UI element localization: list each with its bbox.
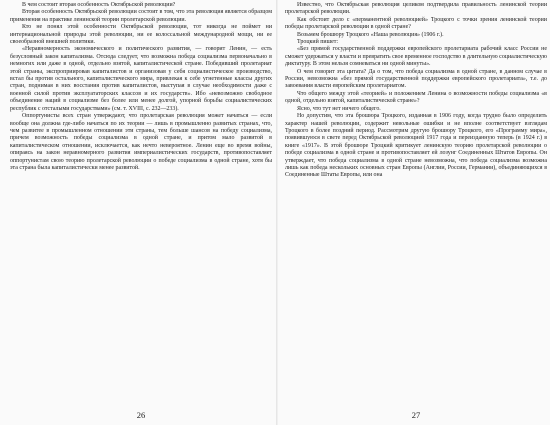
right-paragraph-9: Но допустим, что эта брошюра Троцкого, изданная в 1906 году, когда трудно было определить характер нашей революции, содержит невольные ошибки и не вполне соответствует взглядам Троцкого в более поздний период. Рассмотрим другую брошюру Троцкого, его «Программу мира», появившуюся в свете перед Октябрьской революцией 1917 года и переизданную теперь (в 1924 г.) в книге «1917». В этой брошюре Троцкий критикует ленинскую теорию пролетарской революции о победе социализма в одной стране и противопоставляет ей лозунг Соединенных Штатов Европы. Он утверждает, что победа социализма в одной стране невозможна, что победа социализма возможна лишь как победа нескольких основных стран Европы (Англии, России, Германии), объединяющихся в Соединенные Штаты Европы, или она (285, 113, 547, 179)
left-paragraph-2: Вторая особенность Октябрьской революции состоит в том, что эта революция является образцом применения на практике ленинской теории пролетарской революции. (10, 9, 272, 23)
right-page-number: 27 (411, 410, 421, 420)
right-paragraph-5: «Без прямой государственной поддержки европейского пролетариата рабочий класс России не сможет удержаться у власти и превратить свое временное господство в длительную социалистическую диктатуру. В этом нельзя сомневаться ни одной минуты». (285, 46, 547, 68)
right-paragraph-8: Ясно, что тут нет ничего общего. (297, 105, 381, 112)
left-paragraph-5: Оппортунисты всех стран утверждают, что пролетарская революция может начаться — если вообще она должна где-либо начаться по их теории — лишь в промышленно развитых странах, что, чем развитее в промышленном отношении эти страны, тем больше шансов на победу социализма, причем возможность победы социализма в одной стране, и притом мало развитой в капиталистическом отношении, исключается, как нечто невероятное. Ленин еще во время войны, опираясь на закон неравномерного развития империалистических государств, противопоставляет оппортунистам свою теорию пролетарской революции о победе социализма в одной стране, хотя бы эта страна была капиталистически менее развитой. (10, 113, 272, 171)
page-gutter (276, 0, 278, 425)
right-page (285, 2, 547, 425)
right-paragraph-7: Что общего между этой «теорией» и положением Ленина о возможности победы социализма «в одной, отдельно взятой, капиталистической стране»? (285, 90, 547, 105)
left-page (10, 2, 272, 425)
left-page-number: 26 (136, 410, 146, 420)
right-paragraph-3: Возьмем брошюру Троцкого «Наша революция» (1906 г.). (297, 31, 444, 38)
left-paragraph-4: «Неравномерность экономического и политического развития, — говорит Ленин, — есть безусловный закон капитализма. Отсюда следует, что возможна победа социализма первоначально в немногих или даже в одной, отдельно взятой, капиталистической стране. Победивший пролетариат этой страны, экспроприировав капиталистов и организовав у себя социалистическое производство, встал бы против остального, капиталистического мира, привлекая к себе угнетенные классы других стран, поднимая в них восстания против капиталистов, выступая в случае необходимости даже с военной силой против эксплуататорских классов и их государств». Ибо «невозможно свободное объединение наций в социализме без более или менее долгой, упорной борьбы социалистических республик с отсталыми государствами» (см. т. XVIII, с. 232—233). (10, 46, 272, 112)
left-paragraph-1: В чем состоит вторая особенность Октябрьской революции? (22, 2, 176, 8)
right-paragraph-2: Как обстоит дело с «перманентной революцией» Троцкого с точки зрения ленинской теории победы пролетарской революции в одной стране? (285, 16, 547, 31)
right-paragraph-1: Известно, что Октябрьская революция целиком подтвердила правильность ленинской теории пролетарской революции. (285, 2, 547, 16)
left-paragraph-3: Кто не понял этой особенности Октябрьской революции, тот никогда не поймет ни интернациональной природы этой революции, ни ее колоссальной международной мощи, ни ее своеобразной внешней политики. (10, 24, 272, 46)
right-paragraph-6: О чем говорит эта цитата? Да о том, что победа социализма в одной стране, в данном случае в России, невозможна «без прямой государственной поддержки европейского пролетариата», т.е. до завоевания власти европейским пролетариатом. (285, 68, 547, 90)
right-paragraph-4: Троцкий пишет: (297, 39, 339, 46)
